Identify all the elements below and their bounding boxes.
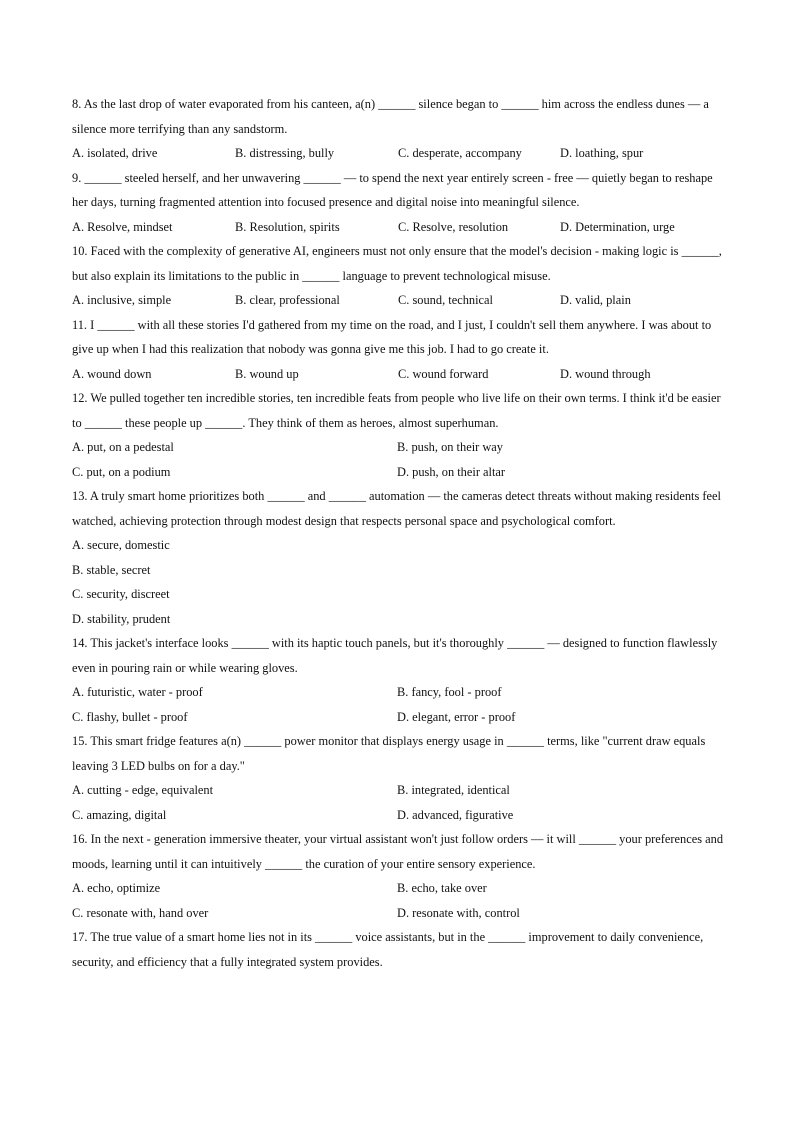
option-a[interactable]: A. put, on a pedestal — [72, 440, 174, 454]
question-17 — [72, 925, 724, 974]
option-b[interactable]: B. stable, secret — [72, 562, 151, 577]
options-row — [72, 435, 724, 460]
option-c[interactable]: C. security, discreet — [72, 587, 170, 601]
option-c[interactable]: C. Resolve, resolution — [398, 219, 509, 234]
question-stem: 11. I ______ with all these stories I'd gathered from my time on the road, and I just, I couldn't sell them anywhere. I was about to give up when I had this realization that nobody was gonna give me this job. I had to go create it. — [72, 317, 712, 356]
option-d[interactable]: D. wound through — [560, 366, 651, 381]
option-d[interactable]: D. resonate with, control — [397, 905, 520, 920]
question-8 — [72, 92, 724, 166]
option-a[interactable]: A. wound down — [72, 366, 152, 381]
option-d[interactable]: D. valid, plain — [560, 293, 631, 307]
option-c[interactable]: C. flashy, bullet - proof — [72, 709, 188, 724]
option-b[interactable]: B. wound up — [235, 366, 299, 381]
option-a[interactable]: A. inclusive, simple — [72, 293, 172, 307]
question-stem: 8. As the last drop of water evaporated from his canteen, a(n) ______ silence began to ______ him across the endless dunes — a silence more terrifying than any sandstorm. — [72, 97, 709, 136]
option-b[interactable]: B. clear, professional — [235, 293, 340, 307]
question-stem: 14. This jacket's interface looks ______ with its haptic touch panels, but it's thoroughly ______ — designed to function flawlessly even in pouring rain or while wearing gloves. — [72, 636, 718, 675]
option-a[interactable]: A. Resolve, mindset — [72, 219, 173, 234]
options-row — [72, 901, 724, 926]
worksheet-page — [72, 92, 724, 974]
question-9 — [72, 166, 724, 240]
option-b[interactable]: B. integrated, identical — [397, 783, 510, 797]
question-stem: 12. We pulled together ten incredible stories, ten incredible feats from people who live life on their own terms. I think it'd be easier to ______ these people up ______. They think of them as heroes, almost superhuman. — [72, 391, 721, 430]
option-d[interactable]: D. stability, prudent — [72, 611, 171, 626]
options-row — [72, 680, 724, 705]
option-c[interactable]: C. wound forward — [398, 366, 489, 381]
options-row — [72, 876, 724, 901]
options-row — [72, 705, 724, 730]
options-row — [72, 215, 724, 240]
option-a[interactable]: A. cutting - edge, equivalent — [72, 783, 214, 797]
option-c[interactable]: C. resonate with, hand over — [72, 905, 209, 920]
question-stem: 13. A truly smart home prioritizes both ______ and ______ automation — the cameras detect threats without making residents feel watched, achieving protection through modest design that respects personal space and psychological comfort. — [72, 489, 721, 528]
question-10 — [72, 239, 724, 313]
option-b[interactable]: B. Resolution, spirits — [235, 219, 340, 234]
question-16 — [72, 827, 724, 925]
question-stem: 15. This smart fridge features a(n) ______ power monitor that displays energy usage in ______ terms, like "current draw equals leaving 3 LED bulbs on for a day." — [72, 734, 706, 773]
question-stem: 9. ______ steeled herself, and her unwavering ______ — to spend the next year entirely screen - free — quietly began to reshape her days, turning fragmented attention into focused presence and digital noise into meaningful silence. — [72, 170, 713, 209]
options-row — [72, 803, 724, 828]
question-12 — [72, 386, 724, 484]
options-row — [72, 362, 724, 387]
option-a[interactable]: A. secure, domestic — [72, 538, 170, 552]
question-14 — [72, 631, 724, 729]
option-b[interactable]: B. distressing, bully — [235, 146, 335, 160]
option-b[interactable]: B. push, on their way — [397, 440, 503, 454]
question-15 — [72, 729, 724, 827]
options-row — [72, 288, 724, 313]
option-c[interactable]: C. sound, technical — [398, 293, 493, 307]
option-b[interactable]: B. echo, take over — [397, 881, 487, 895]
options-row — [72, 141, 724, 166]
option-a[interactable]: A. futuristic, water - proof — [72, 685, 203, 699]
options-row — [72, 778, 724, 803]
question-stem: 10. Faced with the complexity of generative AI, engineers must not only ensure that the model's decision - making logic is ______, but also explain its limitations to the public in ______ language to prevent technological misuse. — [72, 244, 722, 283]
option-d[interactable]: D. Determination, urge — [560, 219, 675, 234]
option-a[interactable]: A. echo, optimize — [72, 881, 161, 895]
question-stem: 17. The true value of a smart home lies not in its ______ voice assistants, but in the ______ improvement to daily convenience, security, and efficiency that a fully integrated system provides. — [72, 930, 704, 969]
question-13 — [72, 484, 724, 631]
option-d[interactable]: D. elegant, error - proof — [397, 709, 516, 724]
option-c[interactable]: C. desperate, accompany — [398, 146, 522, 160]
question-11 — [72, 313, 724, 387]
option-d[interactable]: D. push, on their altar — [397, 464, 506, 479]
option-a[interactable]: A. isolated, drive — [72, 146, 158, 160]
options-row — [72, 460, 724, 485]
option-c[interactable]: C. put, on a podium — [72, 464, 171, 479]
option-c[interactable]: C. amazing, digital — [72, 807, 167, 822]
question-stem: 16. In the next - generation immersive theater, your virtual assistant won't just follow orders — it will ______ your preferences and moods, learning until it can intuitively ______ the curation of your entire sensory experience. — [72, 832, 724, 871]
option-d[interactable]: D. advanced, figurative — [397, 807, 514, 822]
option-b[interactable]: B. fancy, fool - proof — [397, 685, 502, 699]
option-d[interactable]: D. loathing, spur — [560, 146, 644, 160]
